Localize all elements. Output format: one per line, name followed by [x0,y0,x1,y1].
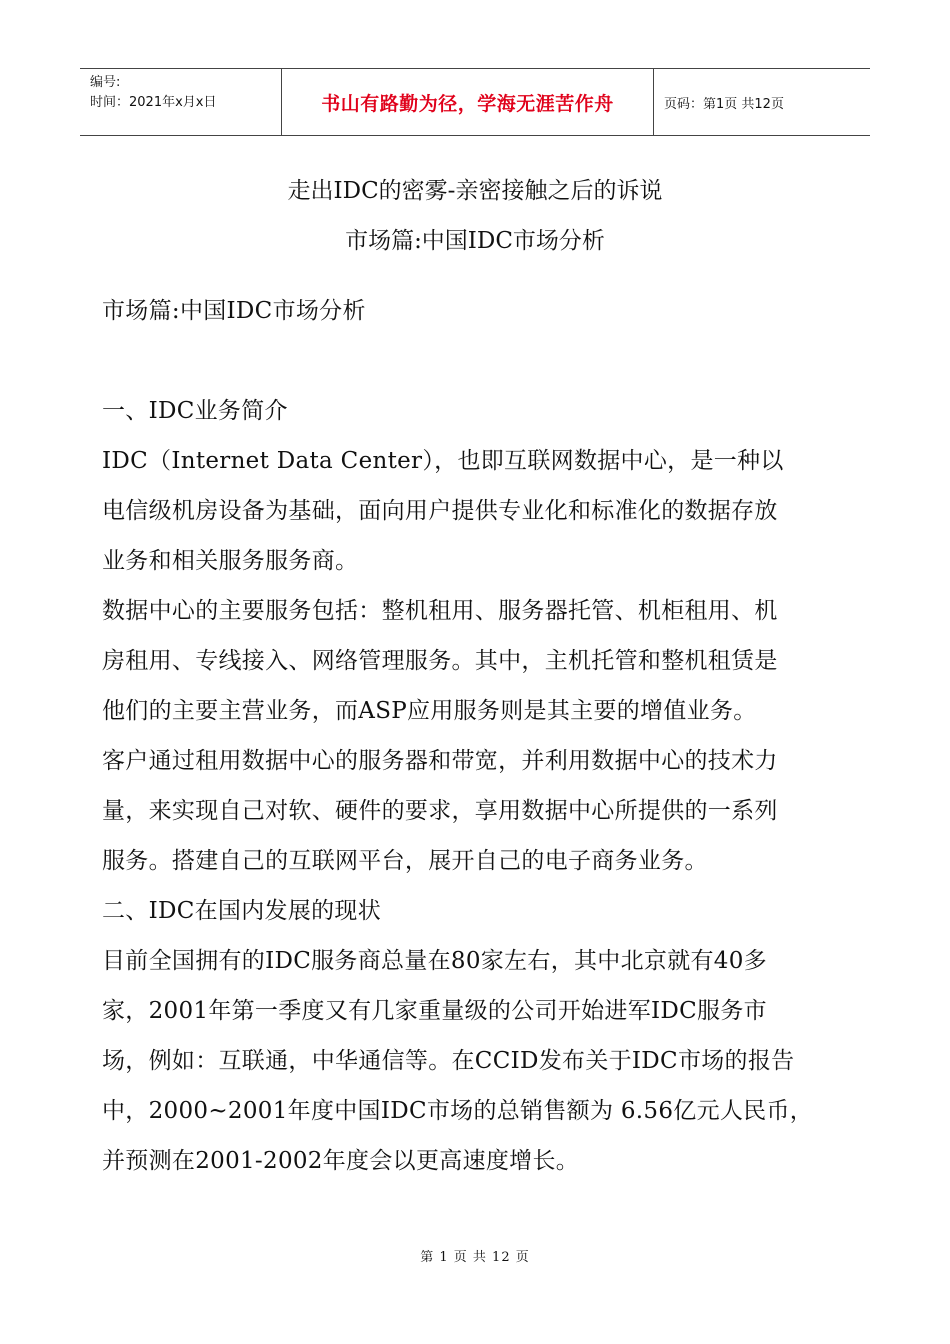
header-slogan: 书山有路勤为径，学海无涯苦作舟 [282,69,654,135]
document-time-label: 时间：2021年x月x日 [90,95,217,110]
text-line: 中，2000~2001年度中国IDC市场的总销售额为 6.56亿元人民币， [102,1098,814,1124]
text-line: 他们的主要主营业务，而ASP应用服务则是其主要的增值业务。 [102,698,757,724]
text-line: 家，2001年第一季度又有几家重量级的公司开始进军IDC服务市 [102,998,767,1024]
text-line: 电信级机房设备为基础，面向用户提供专业化和标准化的数据存放 [102,498,778,524]
text-line: IDC（Internet Data Center），也即互联网数据中心，是一种以 [102,448,784,474]
text-line: 房租用、专线接入、网络管理服务。其中，主机托管和整机租赁是 [102,648,778,674]
heading-domestic-status: 二、IDC在国内发展的现状 [102,898,382,924]
heading-idc-intro: 一、IDC业务简介 [102,398,288,424]
document-number-label: 编号: [90,75,121,90]
header-left-cell [80,69,282,135]
paragraph-idc-definition [102,436,862,586]
paragraph-main-services [102,586,862,736]
paragraph-customer-usage [102,736,862,886]
text-line: 业务和相关服务服务商。 [102,548,359,574]
text-line: 客户通过租用数据中心的服务器和带宽，并利用数据中心的技术力 [102,748,778,774]
text-line: 并预测在2001-2002年度会以更高速度增长。 [102,1148,580,1174]
paragraph-market-status [102,936,862,1186]
page-footer: 第 1 页 共 12 页 [420,1250,530,1265]
text-line: 数据中心的主要服务包括：整机租用、服务器托管、机柜租用、机 [102,598,778,624]
text-line: 服务。搭建自己的互联网平台，展开自己的电子商务业务。 [102,848,708,874]
text-line: 场，例如：互联通，中华通信等。在CCID发布关于IDC市场的报告 [102,1048,795,1074]
section-heading: 市场篇:中国IDC市场分析 [102,298,366,324]
blank-line [102,336,862,386]
document-body [102,286,862,1186]
header-page-info: 页码：第1页 共12页 [664,96,784,112]
document-header-table [80,68,870,136]
text-line: 目前全国拥有的IDC服务商总量在80家左右，其中北京就有40多 [102,948,767,974]
document-main-title: 走出IDC的密雾-亲密接触之后的诉说 [287,178,663,204]
text-line: 量，来实现自己对软、硬件的要求，享用数据中心所提供的一系列 [102,798,778,824]
document-subtitle: 市场篇:中国IDC市场分析 [345,228,605,254]
